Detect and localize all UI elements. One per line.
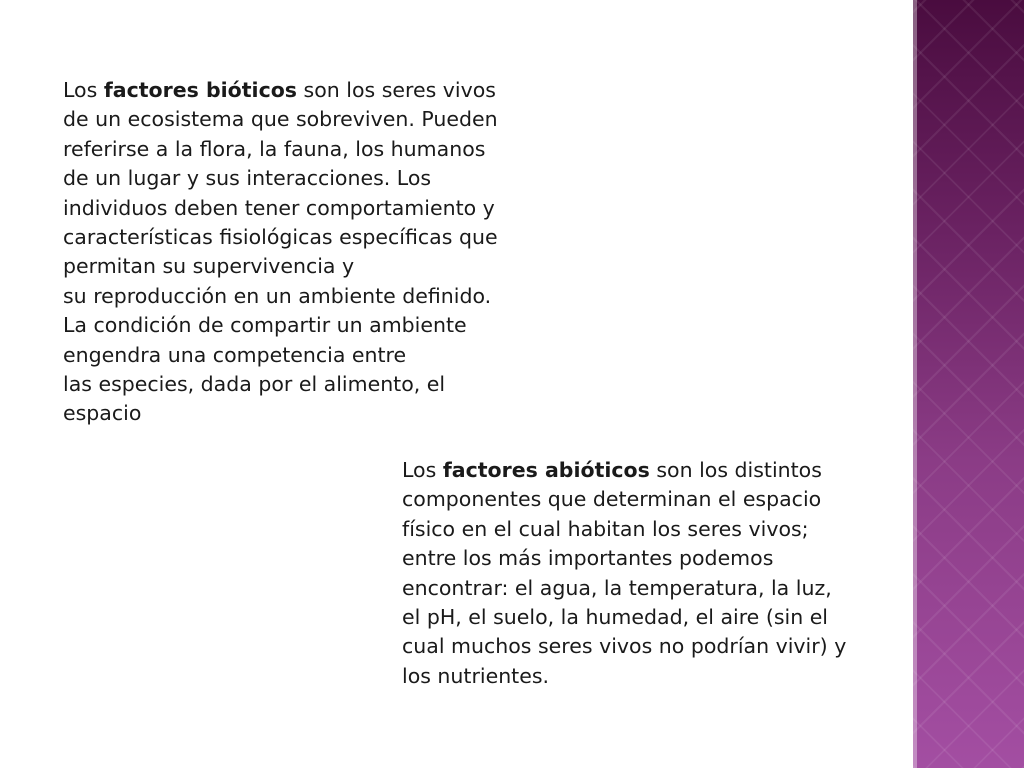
abiotic-term: factores abióticos [442, 458, 650, 482]
decorative-side-band [913, 0, 1024, 768]
biotic-body: son los seres vivos de un ecosistema que sobreviven. Pueden referirse a la flora, la fauna, los humanos de un lugar y sus interacciones. Los individuos deben tener comportamiento y características fisiológicas específicas que permitan su supervivencia y su reproducción en un ambiente definido. La condición de compartir un ambiente engendra una competencia entre las especies, dada por el alimento, el espacio [63, 78, 498, 426]
biotic-factors-paragraph [63, 76, 563, 429]
biotic-term: factores bióticos [103, 78, 298, 102]
abiotic-factors-paragraph [402, 456, 902, 691]
side-band-edge [913, 0, 917, 768]
abiotic-body: son los distintos componentes que determinan el espacio físico en el cual habitan los seres vivos; entre los más importantes podemos encontrar: el agua, la temperatura, la luz, el pH, el suelo, la humedad, el aire (sin el cual muchos seres vivos no podrían vivir) y los nutrientes. [402, 458, 847, 688]
biotic-intro: Los [63, 78, 104, 102]
abiotic-intro: Los [402, 458, 443, 482]
